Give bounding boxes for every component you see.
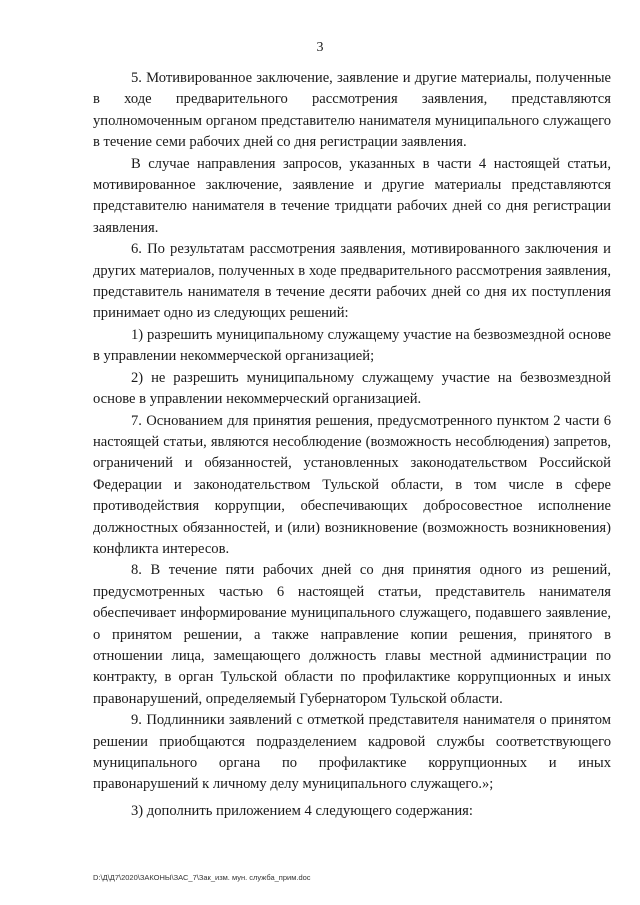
paragraph-7: 7. Основанием для принятия решения, предусмотренного пунктом 2 части 6 настоящей статьи, являются несоблюдение (возможность несоблюдения) запретов, ограничений и обязанностей, установленных законодательством Российской Федерации и законодательством Тульской области, в том числе в сфере противодействия коррупции, обеспечивающих добросовестное исполнение должностных обязанностей, и (или) возникновение (возможность возникновения) конфликта интересов. bbox=[93, 412, 611, 557]
amendment-item-3: 3) дополнить приложением 4 следующего содержания: bbox=[131, 803, 473, 819]
paragraph-6-item-2: 2) не разрешить муниципальному служащему участие на безвозмездной основе в управлении некоммерческий организацией. bbox=[93, 369, 611, 408]
paragraph-5-continuation: В случае направления запросов, указанных в части 4 настоящей статьи, мотивированное заключение, заявление и другие материалы представляются представителю нанимателя в течение тридцати рабочих дней со дня регистрации заявления. bbox=[93, 155, 611, 236]
paragraph-6-item-1: 1) разрешить муниципальному служащему участие на безвозмездной основе в управлении некоммерческой организацией; bbox=[93, 326, 611, 365]
paragraph-5: 5. Мотивированное заключение, заявление и другие материалы, полученные в ходе предварительного рассмотрения заявления, представляются уполномоченным органом представителю нанимателя муниципального служащего в течение семи рабочих дней со дня регистрации заявления. bbox=[93, 70, 611, 151]
paragraph-9: 9. Подлинники заявлений с отметкой представителя нанимателя о принятом решении приобщаются подразделением кадровой службы соответствующего муниципального органа по профилактике коррупционных и иных правонарушений к личному делу муниципального служащего.»; bbox=[93, 712, 611, 793]
footer-file-path: D:\Д\Д7\2020\ЗАКОНЫ\ЗАС_7\Зак_изм. мун. служба_прим.doc bbox=[93, 873, 311, 882]
page-number: 3 bbox=[316, 40, 324, 55]
paragraph-6: 6. По результатам рассмотрения заявления, мотивированного заключения и других материалов, полученных в ходе предварительного рассмотрения заявления, представитель нанимателя в течение десяти рабочих дней со дня их поступления принимает одно из следующих решений: bbox=[93, 241, 611, 322]
paragraph-8: 8. В течение пяти рабочих дней со дня принятия одного из решений, предусмотренных частью 6 настоящей статьи, представитель нанимателя обеспечивает информирование муниципального служащего, подавшего заявление, о принятом решении, а также направление копии решения, принятого в отношении лица, замещающего должность главы местной администрации по контракту, в орган Тульской области по профилактике коррупционных и иных правонарушений, определяемый Губернатором Тульской области. bbox=[93, 562, 611, 707]
document-body bbox=[93, 68, 611, 796]
